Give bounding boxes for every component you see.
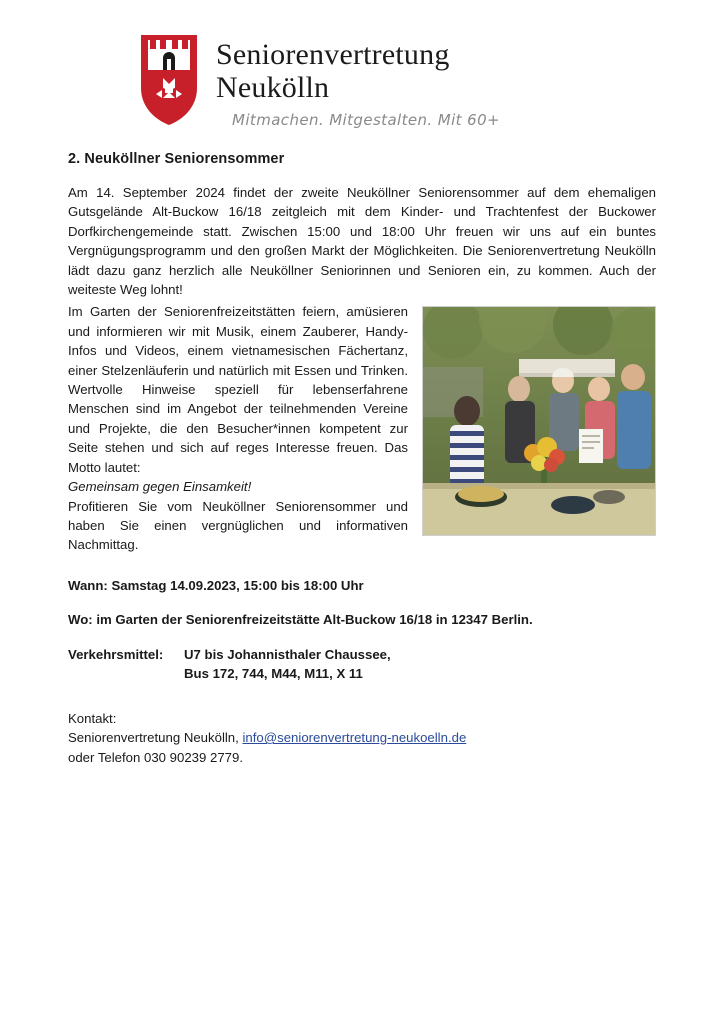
contact-block xyxy=(68,709,656,767)
page-title: 2. Neuköllner Seniorensommer xyxy=(68,151,285,167)
org-name-line1: Seniorenvertretung xyxy=(216,38,450,71)
contact-line xyxy=(68,728,656,747)
text-with-photo-block xyxy=(68,302,656,554)
transport-line-1: U7 bis Johannisthaler Chaussee, xyxy=(184,646,391,662)
transport-line-2: Bus 172, 744, M44, M11, X 11 xyxy=(184,665,363,681)
contact-heading: Kontakt: xyxy=(68,710,117,726)
event-where-row xyxy=(68,611,656,629)
organization-wordmark xyxy=(216,30,500,129)
when-value: Samstag 14.09.2023, 15:00 bis 18:00 Uhr xyxy=(111,577,364,593)
closing-paragraph: Profitieren Sie vom Neuköllner Seniorensommer und haben Sie einen vergnüglichen und informativen Nachmittag. xyxy=(68,498,408,553)
where-value: im Garten der Seniorenfreizeitstätte Alt-Buckow 16/18 in 12347 Berlin. xyxy=(96,611,533,627)
contact-phone: oder Telefon 030 90239 2779. xyxy=(68,749,244,765)
where-label: Wo: xyxy=(68,611,93,627)
contact-org: Seniorenvertretung Neukölln, xyxy=(68,730,243,746)
festival-garden-photo xyxy=(422,306,656,536)
transport-label: Verkehrsmittel: xyxy=(68,646,164,662)
detail-paragraph: Im Garten der Seniorenfreizeitstätten feiern, amüsieren und informieren wir mit Musik, einem Zauberer, Handy-Infos und Videos, einem vietnamesischen Fächertanz, einer Stelzenläuferin und natürlich mit Essen und Trinken. Wertvolle Hinweise speziell für lebenserfahrene Menschen sind im Angebot der teilnehmenden Vereine und Projekte, die den Besucher*innen kompetent zur Seite stehen und sich auf reges Interesse freuen. Das Motto lautet: xyxy=(68,304,408,475)
document-header xyxy=(138,0,724,129)
motto-text: Gemeinsam gegen Einsamkeit! xyxy=(68,479,252,495)
org-name-line2: Neukölln xyxy=(216,71,330,104)
intro-paragraph: Am 14. September 2024 findet der zweite Neuköllner Seniorensommer auf dem ehemaligen Gutsgelände Alt-Buckow 16/18 zeitgleich mit dem Kinder- und Trachtenfest der Buckower Dorfkirchengemeinde statt. Zwischen 15:00 und 18:00 Uhr freuen wir uns auf ein buntes Vergnügungsprogramm und den großen Markt der Möglichkeiten. Die Seniorenvertretung Neukölln lädt dazu ganz herzlich alle Neuköllner Seniorinnen und Senioren ein, zu kommen. Auch der weiteste Weg lohnt! xyxy=(68,185,656,298)
event-details xyxy=(68,577,656,683)
document-body xyxy=(68,129,656,767)
event-when-row xyxy=(68,577,656,595)
contact-email-link[interactable]: info@seniorenvertretung-neukoelln.de xyxy=(242,730,467,746)
neukoelln-coat-of-arms-icon xyxy=(138,32,200,128)
event-transport-row xyxy=(68,645,656,683)
org-slogan: Mitmachen. Mitgestalten. Mit 60+ xyxy=(232,111,500,129)
when-label: Wann: xyxy=(68,577,108,593)
